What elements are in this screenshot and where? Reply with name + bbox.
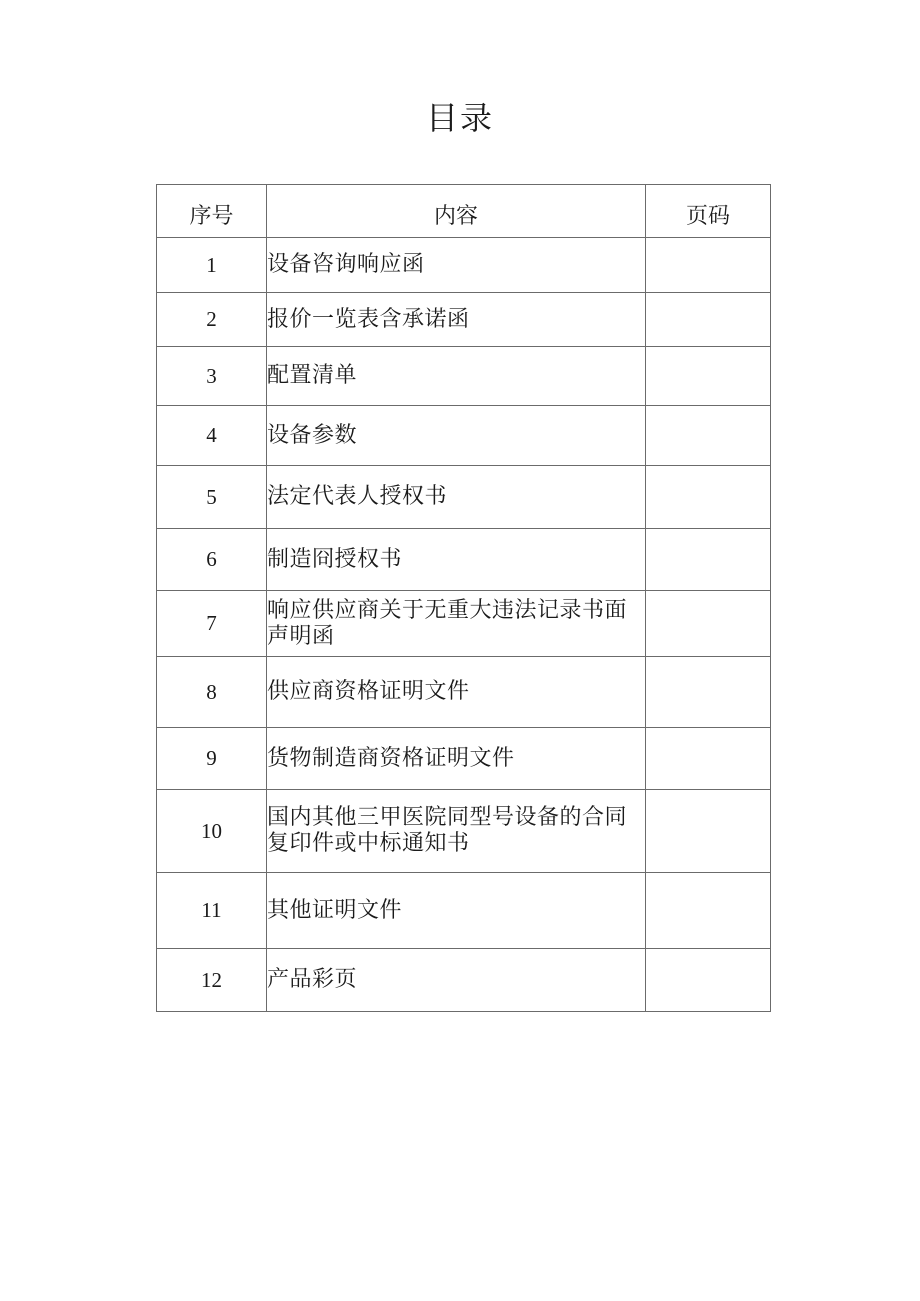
page-title: 目录 <box>425 99 494 137</box>
row-number: 8 <box>157 657 267 728</box>
table-row <box>157 949 771 1012</box>
row-page <box>646 466 771 529</box>
row-number: 4 <box>157 406 267 466</box>
row-page <box>646 591 771 657</box>
row-number: 3 <box>157 347 267 406</box>
row-page <box>646 790 771 873</box>
row-page <box>646 529 771 591</box>
row-content: 法定代表人授权书 <box>267 466 646 529</box>
row-content: 设备咨询响应函 <box>267 238 646 293</box>
header-content: 内容 <box>267 185 646 238</box>
row-number: 7 <box>157 591 267 657</box>
row-content: 国内其他三甲医院同型号设备的合同复印件或中标通知书 <box>267 790 646 873</box>
row-page <box>646 949 771 1012</box>
row-content: 产品彩页 <box>267 949 646 1012</box>
row-page <box>646 728 771 790</box>
table-header-row <box>157 185 771 238</box>
row-content: 其他证明文件 <box>267 873 646 949</box>
table-row <box>157 529 771 591</box>
row-page <box>646 873 771 949</box>
table-row <box>157 406 771 466</box>
row-page <box>646 657 771 728</box>
row-number: 6 <box>157 529 267 591</box>
row-number: 10 <box>157 790 267 873</box>
table-row <box>157 657 771 728</box>
table-row <box>157 728 771 790</box>
row-content: 响应供应商关于无重大违法记录书面声明函 <box>267 591 646 657</box>
row-page <box>646 406 771 466</box>
row-content: 设备参数 <box>267 406 646 466</box>
row-page <box>646 293 771 347</box>
row-content: 货物制造商资格证明文件 <box>267 728 646 790</box>
row-content: 配置清单 <box>267 347 646 406</box>
table-row <box>157 293 771 347</box>
row-number: 2 <box>157 293 267 347</box>
row-page <box>646 238 771 293</box>
row-number: 9 <box>157 728 267 790</box>
row-page <box>646 347 771 406</box>
row-content: 报价一览表含承诺函 <box>267 293 646 347</box>
row-content: 制造冏授权书 <box>267 529 646 591</box>
row-content: 供应商资格证明文件 <box>267 657 646 728</box>
row-number: 11 <box>157 873 267 949</box>
toc-table <box>156 184 771 1012</box>
header-serial-number: 序号 <box>157 185 267 238</box>
table-row <box>157 790 771 873</box>
table-row <box>157 466 771 529</box>
row-number: 12 <box>157 949 267 1012</box>
table-row <box>157 591 771 657</box>
table-row <box>157 873 771 949</box>
row-number: 5 <box>157 466 267 529</box>
table-row <box>157 238 771 293</box>
row-number: 1 <box>157 238 267 293</box>
table-row <box>157 347 771 406</box>
header-page-number: 页码 <box>646 185 771 238</box>
